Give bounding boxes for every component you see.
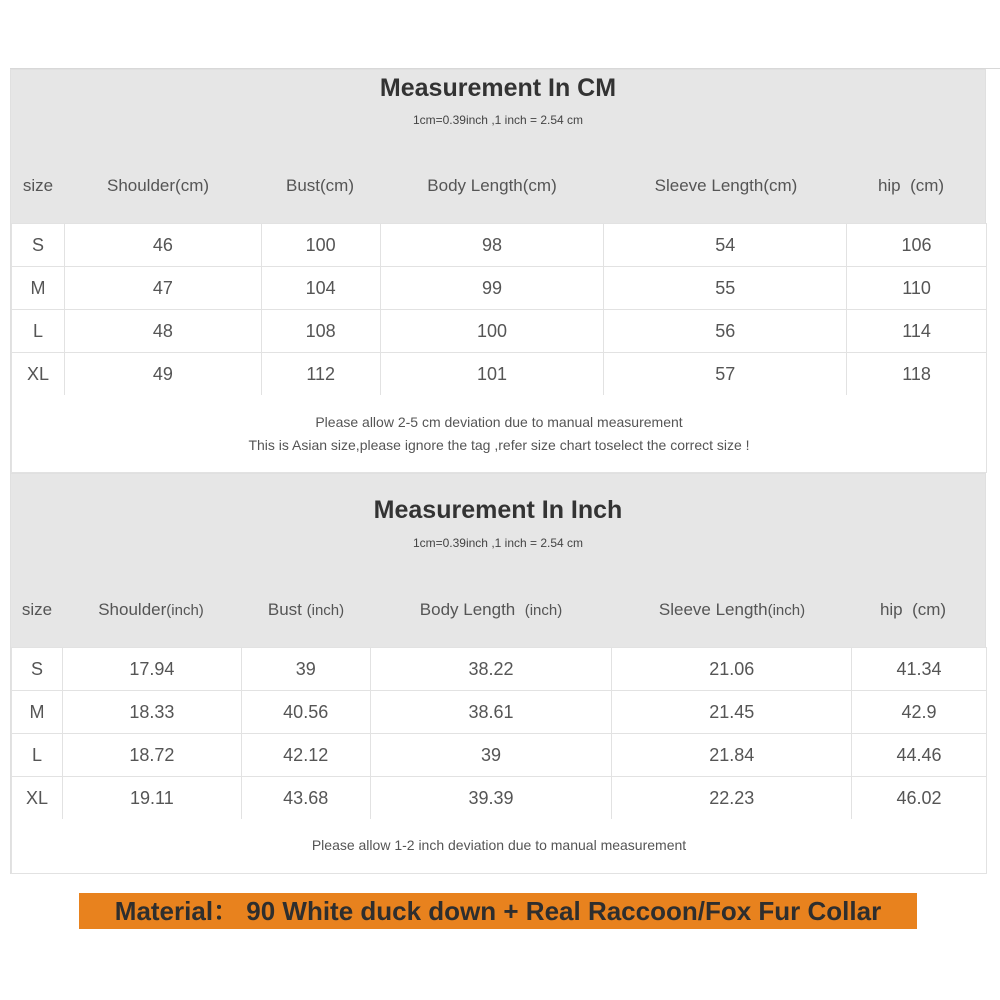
cm-table-row bbox=[12, 310, 987, 353]
cm-table-cell: M bbox=[12, 267, 65, 310]
cm-table-cell: 98 bbox=[380, 224, 604, 267]
cm-table-row bbox=[12, 224, 987, 267]
inch-table-cell: 22.23 bbox=[612, 777, 852, 820]
cm-table-cell: 100 bbox=[261, 224, 380, 267]
cm-table-cell: 100 bbox=[380, 310, 604, 353]
inch-table-cell: XL bbox=[12, 777, 63, 820]
inch-measurement-panel bbox=[10, 473, 986, 874]
cm-conversion-note: 1cm=0.39inch ,1 inch = 2.54 cm bbox=[412, 113, 584, 127]
inch-header-shoulder: Shoulder(inch) bbox=[98, 600, 204, 619]
cm-notes bbox=[11, 395, 987, 473]
cm-table-cell: 55 bbox=[604, 267, 847, 310]
cm-table-cell: 54 bbox=[604, 224, 847, 267]
inch-table-row bbox=[12, 648, 987, 691]
inch-table-cell: S bbox=[12, 648, 63, 691]
cm-table-cell: 47 bbox=[64, 267, 261, 310]
cm-header-row bbox=[11, 166, 985, 206]
cm-note-asian-size: This is Asian size,please ignore the tag ,refer size chart toselect the correct size ! bbox=[248, 437, 750, 453]
cm-table-cell: 114 bbox=[847, 310, 987, 353]
cm-table-cell: 108 bbox=[261, 310, 380, 353]
inch-table-row bbox=[12, 734, 987, 777]
cm-table-cell: S bbox=[12, 224, 65, 267]
inch-table-cell: 21.84 bbox=[612, 734, 852, 777]
inch-conversion-note: 1cm=0.39inch ,1 inch = 2.54 cm bbox=[412, 536, 584, 550]
cm-table-cell: L bbox=[12, 310, 65, 353]
inch-table-cell: 38.61 bbox=[370, 691, 612, 734]
cm-header-size: size bbox=[22, 176, 54, 195]
cm-table-cell: 110 bbox=[847, 267, 987, 310]
inch-header-body-length: Body Length (inch) bbox=[419, 600, 563, 619]
cm-header-shoulder: Shoulder(cm) bbox=[106, 176, 210, 195]
cm-table-cell: 106 bbox=[847, 224, 987, 267]
inch-table-cell: 42.9 bbox=[852, 691, 987, 734]
inch-table-cell: 17.94 bbox=[62, 648, 241, 691]
cm-header-sleeve-length: Sleeve Length(cm) bbox=[654, 176, 798, 195]
cm-table-cell: 112 bbox=[261, 353, 380, 396]
cm-header-hip: hip (cm) bbox=[877, 176, 945, 195]
inch-table-cell: 18.33 bbox=[62, 691, 241, 734]
cm-table-row bbox=[12, 353, 987, 396]
inch-table-cell: 42.12 bbox=[241, 734, 370, 777]
inch-header-bust: Bust (inch) bbox=[267, 600, 345, 619]
cm-table-cell: 101 bbox=[380, 353, 604, 396]
inch-table-cell: 41.34 bbox=[852, 648, 987, 691]
cm-header-body-length: Body Length(cm) bbox=[427, 176, 557, 195]
inch-header-size: size bbox=[21, 600, 53, 619]
inch-table-cell: 39 bbox=[241, 648, 370, 691]
inch-table-row bbox=[12, 777, 987, 820]
cm-table-cell: 57 bbox=[604, 353, 847, 396]
cm-table-cell: 46 bbox=[64, 224, 261, 267]
cm-header-bust: Bust(cm) bbox=[286, 176, 354, 195]
inch-table-cell: 18.72 bbox=[62, 734, 241, 777]
inch-table-cell: 19.11 bbox=[62, 777, 241, 820]
cm-table-row bbox=[12, 267, 987, 310]
inch-table-cell: 44.46 bbox=[852, 734, 987, 777]
inch-table-cell: 38.22 bbox=[370, 648, 612, 691]
inch-table-cell: 43.68 bbox=[241, 777, 370, 820]
inch-note-deviation: Please allow 1-2 inch deviation due to manual measurement bbox=[311, 837, 687, 853]
cm-table-cell: 104 bbox=[261, 267, 380, 310]
cm-size-table bbox=[11, 223, 987, 396]
inch-table-cell: 21.06 bbox=[612, 648, 852, 691]
inch-table-cell: L bbox=[12, 734, 63, 777]
inch-table-row bbox=[12, 691, 987, 734]
inch-table-cell: M bbox=[12, 691, 63, 734]
inch-header-hip: hip (cm) bbox=[879, 600, 947, 619]
cm-table-cell: 49 bbox=[64, 353, 261, 396]
inch-size-table bbox=[11, 647, 987, 820]
material-banner: Material： 90 White duck down + Real Raccoon/Fox Fur Collar bbox=[79, 893, 917, 929]
cm-table-cell: 118 bbox=[847, 353, 987, 396]
cm-title: Measurement In CM bbox=[379, 74, 617, 102]
cm-table-cell: 48 bbox=[64, 310, 261, 353]
cm-measurement-panel bbox=[10, 69, 986, 473]
inch-table-cell: 46.02 bbox=[852, 777, 987, 820]
cm-table-cell: 99 bbox=[380, 267, 604, 310]
cm-table-cell: XL bbox=[12, 353, 65, 396]
inch-table-cell: 39.39 bbox=[370, 777, 612, 820]
inch-table-cell: 40.56 bbox=[241, 691, 370, 734]
inch-header-row bbox=[11, 590, 985, 630]
cm-note-deviation: Please allow 2-5 cm deviation due to manual measurement bbox=[315, 414, 683, 430]
inch-header-sleeve-length: Sleeve Length(inch) bbox=[658, 600, 806, 619]
inch-table-cell: 39 bbox=[370, 734, 612, 777]
inch-notes bbox=[11, 819, 987, 874]
inch-table-cell: 21.45 bbox=[612, 691, 852, 734]
cm-table-cell: 56 bbox=[604, 310, 847, 353]
inch-title: Measurement In Inch bbox=[373, 496, 623, 524]
